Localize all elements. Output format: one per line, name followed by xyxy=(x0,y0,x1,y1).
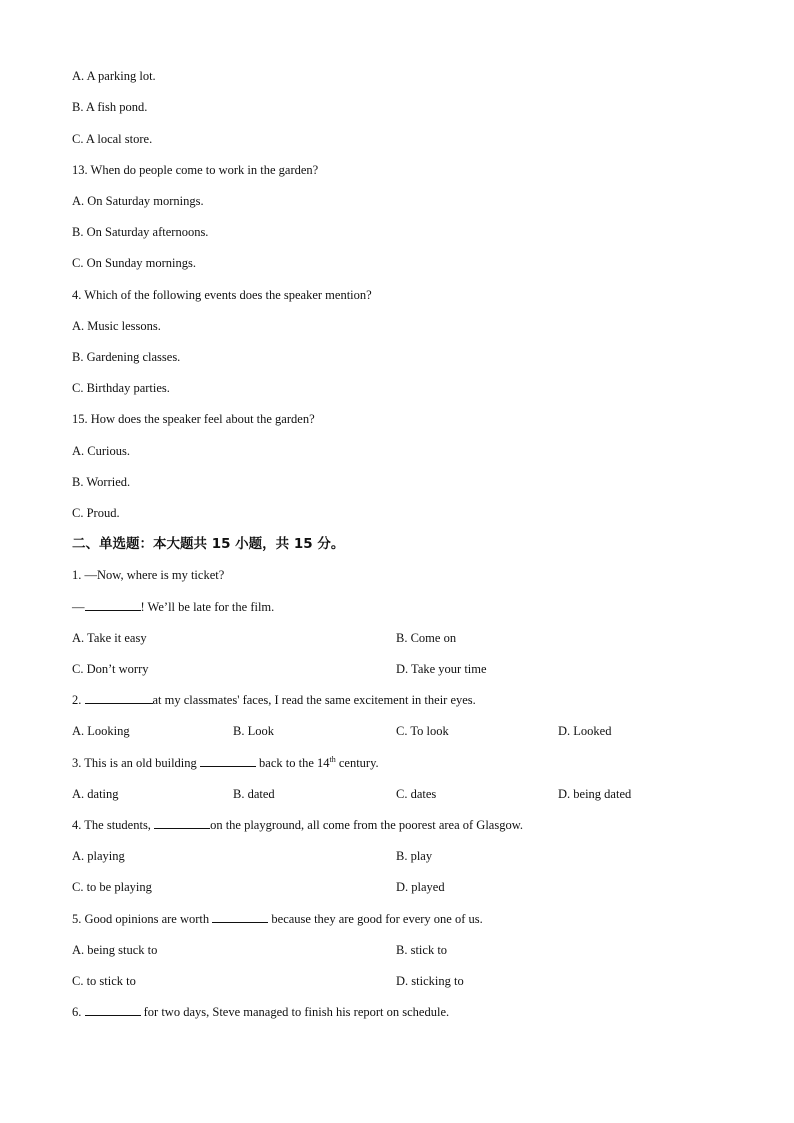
q3-stem-middle: back to the 14 xyxy=(255,756,330,770)
answer-blank xyxy=(85,692,153,704)
q12-option-b: B. A fish pond. xyxy=(72,100,148,114)
q1-option-a: A. Take it easy xyxy=(72,631,147,645)
q3-option-b: B. dated xyxy=(233,787,275,801)
q15-stem: 15. How does the speaker feel about the garden? xyxy=(72,412,315,426)
q1-option-d: D. Take your time xyxy=(396,662,487,676)
q2-option-d: D. Looked xyxy=(558,724,612,738)
q3-option-c: C. dates xyxy=(396,787,437,801)
q2-stem-suffix: at my classmates' faces, I read the same excitement in their eyes. xyxy=(152,693,476,707)
q15-option-c: C. Proud. xyxy=(72,506,120,520)
answer-blank xyxy=(85,1004,141,1016)
q13-option-c: C. On Sunday mornings. xyxy=(72,256,196,270)
q4-option-d: D. played xyxy=(396,880,445,894)
q15-option-b: B. Worried. xyxy=(72,475,131,489)
answer-blank xyxy=(154,817,210,829)
q12-option-c: C. A local store. xyxy=(72,132,153,146)
q3-stem-suffix: century. xyxy=(335,756,379,770)
answer-blank xyxy=(200,755,256,767)
q6-stem-suffix: for two days, Steve managed to finish his report on schedule. xyxy=(140,1005,450,1019)
q13-option-b: B. On Saturday afternoons. xyxy=(72,225,209,239)
q1-stem-line1: 1. —Now, where is my ticket? xyxy=(72,568,225,582)
q2-options xyxy=(72,723,722,739)
q6-stem-prefix: 6. xyxy=(72,1005,85,1019)
q5-option-b: B. stick to xyxy=(396,943,448,957)
answer-blank xyxy=(85,599,141,611)
q5-stem-prefix: 5. Good opinions are worth xyxy=(72,912,213,926)
q2-option-b: B. Look xyxy=(233,724,274,738)
q13-stem: 13. When do people come to work in the garden? xyxy=(72,163,319,177)
q4-option-c: C. to be playing xyxy=(72,880,152,894)
q6-stem xyxy=(72,1004,449,1020)
q1-stem-suffix: ! We’ll be late for the film. xyxy=(140,600,275,614)
q2-option-c: C. To look xyxy=(396,724,449,738)
q5-options-row1 xyxy=(72,942,722,958)
q1-option-b: B. Come on xyxy=(396,631,457,645)
q5-options-row2 xyxy=(72,973,722,989)
q2-stem xyxy=(72,692,476,708)
q4-stem xyxy=(72,817,523,833)
q13-option-a: A. On Saturday mornings. xyxy=(72,194,204,208)
q3-stem xyxy=(72,755,379,771)
q12-option-a: A. A parking lot. xyxy=(72,69,156,83)
q1-dash: — xyxy=(72,600,85,614)
q5-stem-suffix: because they are good for every one of us. xyxy=(268,912,483,926)
q3-stem-prefix: 3. This is an old building xyxy=(72,756,200,770)
q5-option-c: C. to stick to xyxy=(72,974,136,988)
q2-stem-prefix: 2. xyxy=(72,693,85,707)
q1-option-c: C. Don’t worry xyxy=(72,662,149,676)
q14-stem: 4. Which of the following events does the speaker mention? xyxy=(72,288,372,302)
q3-option-d: D. being dated xyxy=(558,787,632,801)
q3-option-a: A. dating xyxy=(72,787,119,801)
q4-option-a: A. playing xyxy=(72,849,125,863)
q4-stem-suffix: on the playground, all come from the poorest area of Glasgow. xyxy=(210,818,524,832)
q1-stem-line2 xyxy=(72,599,274,615)
q3-superscript: th xyxy=(329,754,336,764)
answer-blank xyxy=(212,911,268,923)
q4-options-row2 xyxy=(72,879,722,895)
q3-options xyxy=(72,786,722,802)
q4-option-b: B. play xyxy=(396,849,433,863)
q5-option-d: D. sticking to xyxy=(396,974,464,988)
q5-option-a: A. being stuck to xyxy=(72,943,158,957)
q5-stem xyxy=(72,911,483,927)
q2-option-a: A. Looking xyxy=(72,724,130,738)
q14-option-a: A. Music lessons. xyxy=(72,319,161,333)
q1-options-row2 xyxy=(72,661,722,677)
q1-options-row1 xyxy=(72,630,722,646)
q15-option-a: A. Curious. xyxy=(72,444,130,458)
q14-option-b: B. Gardening classes. xyxy=(72,350,181,364)
q4-options-row1 xyxy=(72,848,722,864)
q4-stem-prefix: 4. The students, xyxy=(72,818,155,832)
section-heading: 二、单选题：本大题共 15 小题，共 15 分。 xyxy=(72,536,345,552)
q14-option-c: C. Birthday parties. xyxy=(72,381,170,395)
